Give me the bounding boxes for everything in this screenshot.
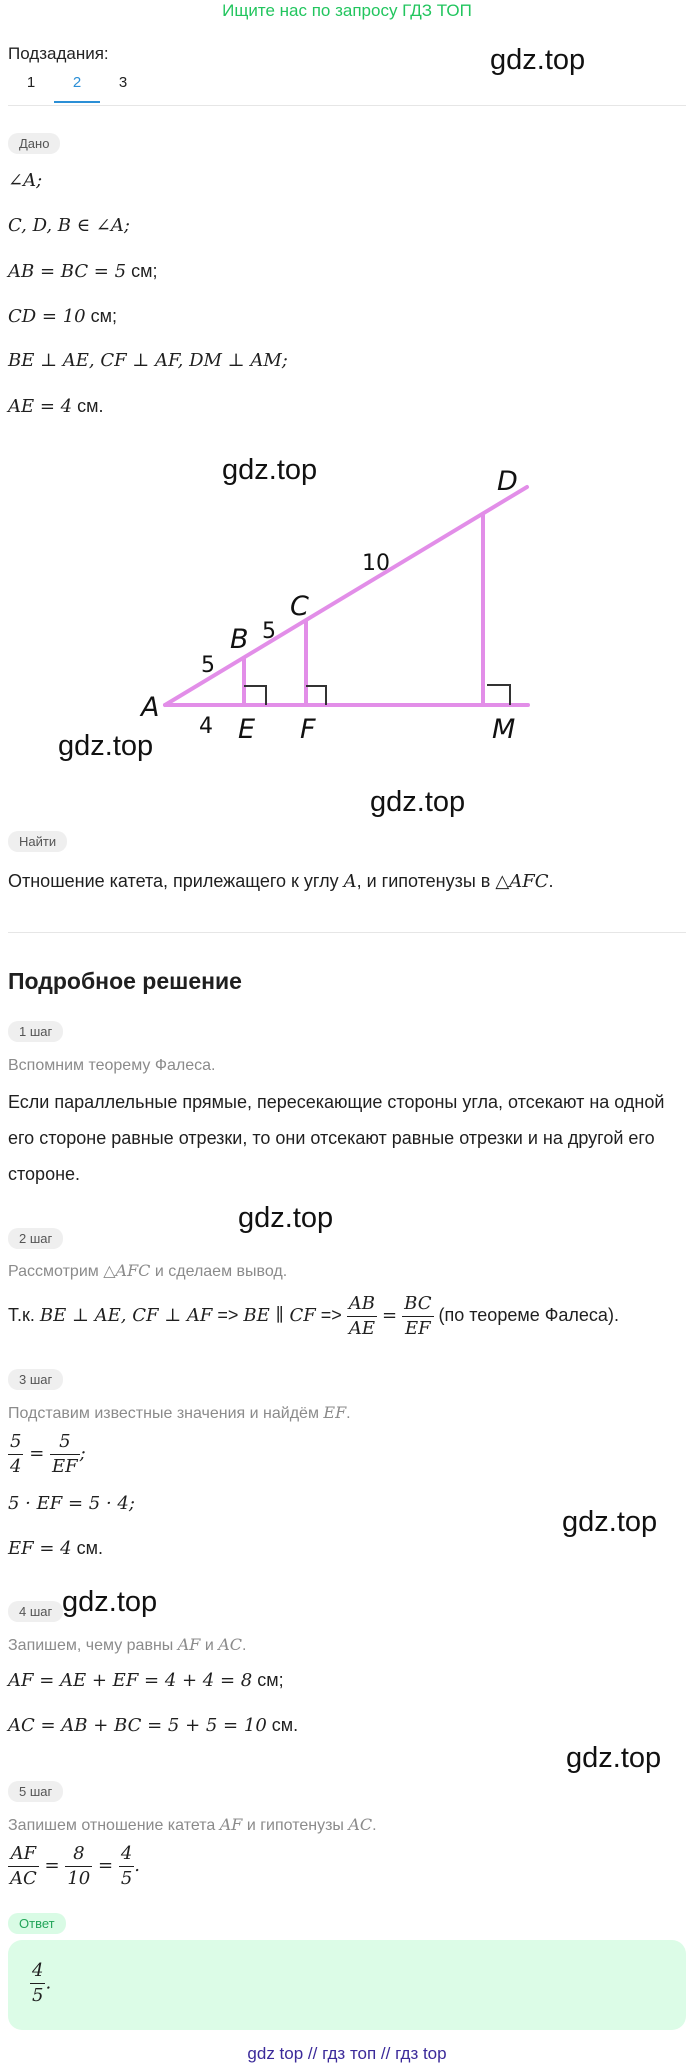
top-banner[interactable]: Ищите нас по запросу ГДЗ ТОП bbox=[222, 1, 472, 20]
watermark: gdz.top bbox=[490, 44, 586, 76]
answer-chip: Ответ bbox=[8, 1913, 66, 1934]
label-AE: 4 bbox=[199, 714, 213, 739]
label-AB: 5 bbox=[201, 653, 215, 678]
given-line: AB = BC = 5 см; bbox=[8, 261, 158, 282]
label-F: F bbox=[300, 714, 316, 745]
step-chip: 3 шаг bbox=[8, 1369, 63, 1390]
find-chip: Найти bbox=[8, 831, 67, 852]
right-angle-E bbox=[244, 686, 266, 705]
step-text: Если параллельные прямые, пересекающие стороны угла, отсекают на одной его стороне равные отрезки, то они отсекают равные отрезки и на другой его стороне. bbox=[8, 1092, 665, 1184]
subtasks-label: Подзадания: bbox=[8, 44, 109, 63]
watermark: gdz.top bbox=[238, 1202, 334, 1234]
label-A: A bbox=[141, 692, 160, 723]
watermark: gdz.top bbox=[370, 786, 466, 818]
step3-line: EF = 4 см. bbox=[8, 1538, 103, 1559]
label-B: B bbox=[230, 624, 249, 655]
label-D: D bbox=[497, 466, 518, 497]
label-BC: 5 bbox=[262, 619, 276, 644]
footer-links[interactable]: gdz top // гдз топ // гдз top bbox=[247, 2044, 447, 2063]
step-chip: 4 шаг bbox=[8, 1601, 63, 1622]
right-angle-M bbox=[487, 685, 510, 705]
label-C: C bbox=[290, 591, 309, 622]
step4-line: AF = AE + EF = 4 + 4 = 8 см; bbox=[8, 1670, 284, 1691]
subtask-tab-2[interactable]: 2 bbox=[54, 74, 100, 103]
step-note: Запишем, чему равны AF и AC. bbox=[8, 1635, 247, 1654]
solution-title: Подробное решение bbox=[8, 968, 242, 994]
label-E: E bbox=[238, 714, 256, 745]
given-chip: Дано bbox=[8, 133, 60, 154]
watermark: gdz.top bbox=[222, 454, 318, 486]
watermark: gdz.top bbox=[62, 1586, 158, 1618]
geometry-figure bbox=[0, 440, 694, 820]
step-note: Запишем отношение катета AF и гипотенузы AC. bbox=[8, 1815, 377, 1834]
divider bbox=[8, 932, 686, 933]
given-line: C, D, B ∈ ∠A; bbox=[8, 215, 130, 236]
step3-line: 5 · EF = 5 · 4; bbox=[8, 1493, 135, 1514]
step-note: Рассмотрим △AFC и сделаем вывод. bbox=[8, 1261, 288, 1280]
find-text: Отношение катета, прилежащего к углу A, и гипотенузы в △AFC. bbox=[8, 871, 554, 892]
subtask-tabs bbox=[8, 74, 146, 103]
subtask-tab-3[interactable]: 3 bbox=[118, 74, 128, 91]
step5-equation: $\frac{AF}{AC}$ = $\frac{8}{10}$ = $\frac{4}{5}$ . bbox=[10, 1842, 140, 1889]
given-line: BE ⊥ AE, CF ⊥ AF, DM ⊥ AM; bbox=[8, 350, 288, 371]
step-chip: 1 шаг bbox=[8, 1021, 63, 1042]
step-note: Подставим известные значения и найдём EF. bbox=[8, 1403, 351, 1422]
watermark: gdz.top bbox=[58, 730, 154, 762]
label-M: M bbox=[492, 714, 516, 745]
step2-equation: Т.к. BE ⊥ AE, CF ⊥ AF => BE ∥ CF => $\frac{AB}{AE}$ = $\frac{BC}{EF}$ (по теореме Фалеса). bbox=[8, 1292, 619, 1339]
answer-value: $\frac{4}{5}$ . bbox=[32, 1960, 52, 2006]
line-AD bbox=[165, 487, 527, 705]
step4-line: AC = AB + BC = 5 + 5 = 10 см. bbox=[8, 1715, 299, 1736]
watermark: gdz.top bbox=[562, 1506, 658, 1538]
given-line: ∠A; bbox=[8, 170, 43, 191]
watermark: gdz.top bbox=[566, 1742, 662, 1774]
step-note: Вспомним теорему Фалеса. bbox=[8, 1057, 216, 1074]
step-chip: 2 шаг bbox=[8, 1228, 63, 1249]
given-line: AE = 4 см. bbox=[8, 396, 104, 417]
step-chip: 5 шаг bbox=[8, 1781, 63, 1802]
right-angle-F bbox=[306, 686, 326, 705]
given-line: CD = 10 см; bbox=[8, 306, 118, 327]
divider bbox=[8, 105, 686, 106]
subtask-tab-1[interactable]: 1 bbox=[26, 74, 36, 91]
label-CD: 10 bbox=[362, 551, 390, 576]
step3-equation: $\frac{5}{4}$ = $\frac{5}{EF}$ ; bbox=[10, 1430, 86, 1477]
answer-box bbox=[8, 1940, 686, 2030]
